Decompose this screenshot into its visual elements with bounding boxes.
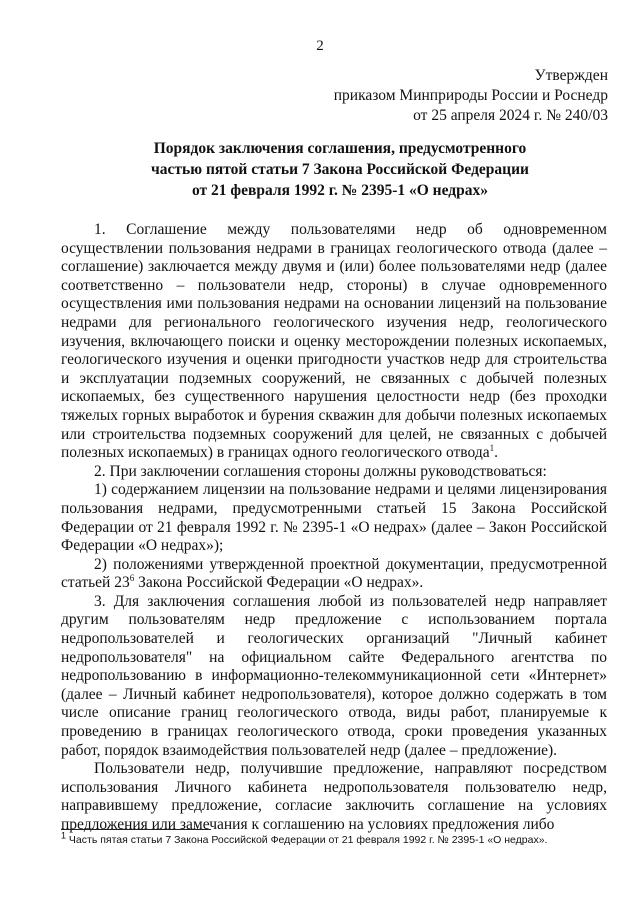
document-title <box>60 138 620 201</box>
document-body <box>61 221 607 835</box>
paragraph-2: 2. При заключении соглашения стороны должны руководствоваться: <box>94 462 547 480</box>
title-line-3: от 21 февраля 1992 г. № 2395-1 «О недрах» <box>192 182 488 199</box>
paragraph-2-item-2-text-b: Закона Российской Федерации «О недрах». <box>134 574 424 592</box>
approval-line-3: от 25 апреля 2024 г. № 240/03 <box>413 107 608 124</box>
footnote-text: Часть пятая статьи 7 Закона Российской Федерации от 21 февраля 1992 г. № 2395-1 «О недрах». <box>66 834 548 846</box>
paragraph-2-item-1: 1) содержанием лицензии на пользование недрами и целями лицензирования пользования недрами, предусмотренными статьей 15 Закона Российской Федерации от 21 февраля 1992 г. № 2395-1 «О недрах» (далее – Закон Российской Федерации «О недрах»); <box>61 481 607 555</box>
footnote-mark: 1 <box>61 830 67 841</box>
paragraph-3: 3. Для заключения соглашения любой из пользователей недр направляет другим пользователям недр предложение с использованием портала недропользователей и геологических организаций "Личный кабинет недропользователя" на официальном сайте Федерального агентства по недропользованию в информационно-телекоммуникационной сети «Интернет» (далее – Личный кабинет недропользователя), которое должно содержать в том числе описание границ геологического отвода, виды работ, планируемые к проведению в границах геологического отвода, сроки проведения указанных работ, порядок взаимодействия пользователей недр (далее – предложение). <box>61 592 607 759</box>
approval-line-1: Утвержден <box>534 67 608 84</box>
paragraph-1-end: . <box>494 444 498 462</box>
paragraph-2-item-2 <box>61 556 607 593</box>
paragraph-1 <box>61 221 607 463</box>
paragraph-1-text: 1. Соглашение между пользователями недр об одновременном осуществлении пользования недрами в границах геологического отвода (далее – соглашение) заключается между двумя и (или) более пользователями недр (далее соответственно – пользователи недр, стороны) в случае одновременного осуществления ими пользования недрами на основании лицензий на пользование недрами для регионального геологического изучения недр, геологического изучения, включающего поиски и оценку месторождении полезных ископаемых, геологического изучения и оценки пригодности участков недр для строительства и эксплуатации подземных сооружений, не связанных с добычей полезных ископаемых, без существенного нарушения целостности недр (без проходки тяжелых горных выработок и бурения скважин для добычи полезных ископаемых или строительства подземных сооружений для целей, не связанных с добычей полезных ископаемых) в границах одного геологического отвода <box>61 221 607 462</box>
title-line-1: Порядок заключения соглашения, предусмотренного <box>153 140 527 157</box>
footnote-divider <box>61 829 211 830</box>
article-superscript: 6 <box>129 573 135 584</box>
paragraph-4: Пользователи недр, получившие предложение, направляют посредством использования Личного кабинета недропользователя пользователю недр, направившему предложение, согласие заключить соглашение на условиях предложения или замечания к соглашению на условиях предложения либо <box>61 760 607 833</box>
footnote <box>61 830 607 847</box>
footnote-ref-1: 1 <box>489 442 495 453</box>
paragraph-2-item-2-text-a: 2) положениями утвержденной проектной документации, предусмотренной статьей 23 <box>61 555 607 592</box>
approval-block <box>334 66 608 126</box>
title-line-2: частью пятой статьи 7 Закона Российской Федерации <box>151 161 529 178</box>
approval-line-2: приказом Минприроды России и Роснедр <box>333 87 608 104</box>
page-number: 2 <box>316 38 324 54</box>
